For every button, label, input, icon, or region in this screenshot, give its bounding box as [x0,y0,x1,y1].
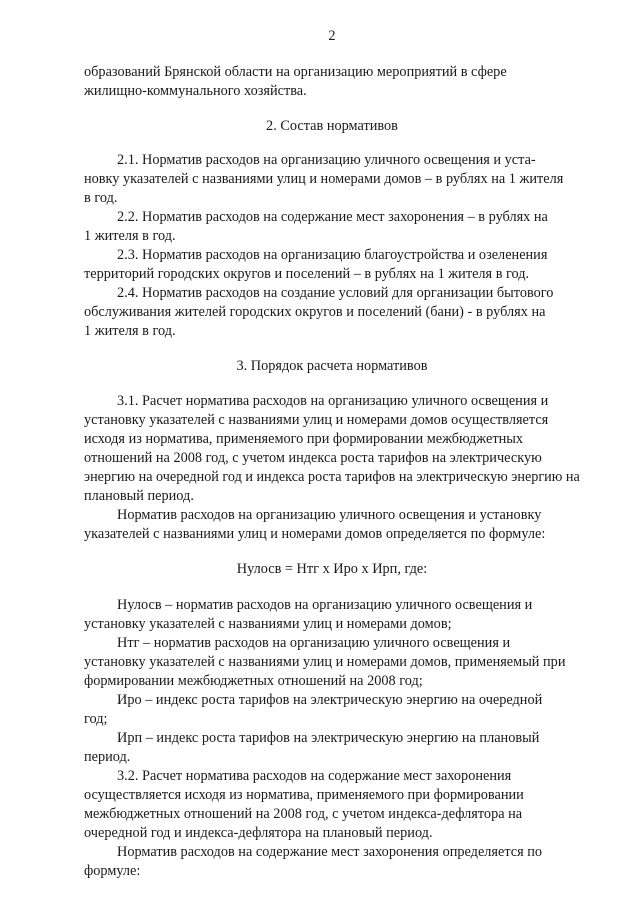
paragraph-line: установку указателей с названиями улиц и номерами домов; [84,616,452,632]
paragraph-line: осуществляется исходя из норматива, применяемого при формировании [84,787,524,803]
paragraph-line: год; [84,711,108,727]
page-number: 2 [328,28,336,44]
formula: Нулосв = Нтг х Иро х Ирп, где: [236,561,428,577]
paragraph-line: исходя из норматива, применяемого при формировании межбюджетных [84,431,523,447]
section-heading: 2. Состав нормативов [266,118,398,134]
paragraph-line: 2.2. Норматив расходов на содержание мест захоронения – в рублях на [117,209,548,225]
paragraph-line: в год. [84,190,118,206]
paragraph-line: энергию на очередной год и индекса роста тарифов на электрическую энергию на [84,469,580,485]
paragraph-line: 2.1. Норматив расходов на организацию уличного освещения и уста- [117,152,536,168]
paragraph-line: установку указателей с названиями улиц и номерами домов, применяемый при [84,654,566,670]
paragraph-line: жилищно-коммунального хозяйства. [84,83,307,99]
paragraph-line: 3.2. Расчет норматива расходов на содержание мест захоронения [117,768,512,784]
section-heading: 3. Порядок расчета нормативов [236,358,428,374]
paragraph-line: 2.3. Норматив расходов на организацию благоустройства и озеленения [117,247,548,263]
paragraph-line: Ирп – индекс роста тарифов на электрическую энергию на плановый [117,730,540,746]
paragraph-line: обслуживания жителей городских округов и поселений (бани) - в рублях на [84,304,546,320]
paragraph-line: указателей с названиями улиц и номерами домов определяется по формуле: [84,526,546,542]
paragraph-line: плановый период. [84,488,194,504]
paragraph-line: межбюджетных отношений на 2008 год, с учетом индекса-дефлятора на [84,806,523,822]
paragraph-line: установку указателей с названиями улиц и номерами домов осуществляется [84,412,549,428]
paragraph-line: 1 жителя в год. [84,323,176,339]
paragraph-line: Норматив расходов на содержание мест захоронения определяется по [117,844,543,860]
paragraph-line: образований Брянской области на организацию мероприятий в сфере [84,64,507,80]
paragraph-line: отношений на 2008 год, с учетом индекса роста тарифов на электрическую [84,450,542,466]
paragraph-line: 3.1. Расчет норматива расходов на организацию уличного освещения и [117,393,549,409]
paragraph-line: 2.4. Норматив расходов на создание условий для организации бытового [117,285,554,301]
paragraph-line: Нулосв – норматив расходов на организацию уличного освещения и [117,597,533,613]
paragraph-line: территорий городских округов и поселений – в рублях на 1 жителя в год. [84,266,530,282]
paragraph-line: формуле: [84,863,141,879]
paragraph-line: Нтг – норматив расходов на организацию уличного освещения и [117,635,511,651]
paragraph-line: Иро – индекс роста тарифов на электрическую энергию на очередной [117,692,543,708]
paragraph-line: очередной год и индекса-дефлятора на плановый период. [84,825,433,841]
paragraph-line: новку указателей с названиями улиц и номерами домов – в рублях на 1 жителя [84,171,564,187]
paragraph-line: 1 жителя в год. [84,228,176,244]
paragraph-line: Норматив расходов на организацию уличного освещения и установку [117,507,542,523]
paragraph-line: формировании межбюджетных отношений на 2008 год; [84,673,423,689]
paragraph-line: период. [84,749,131,765]
